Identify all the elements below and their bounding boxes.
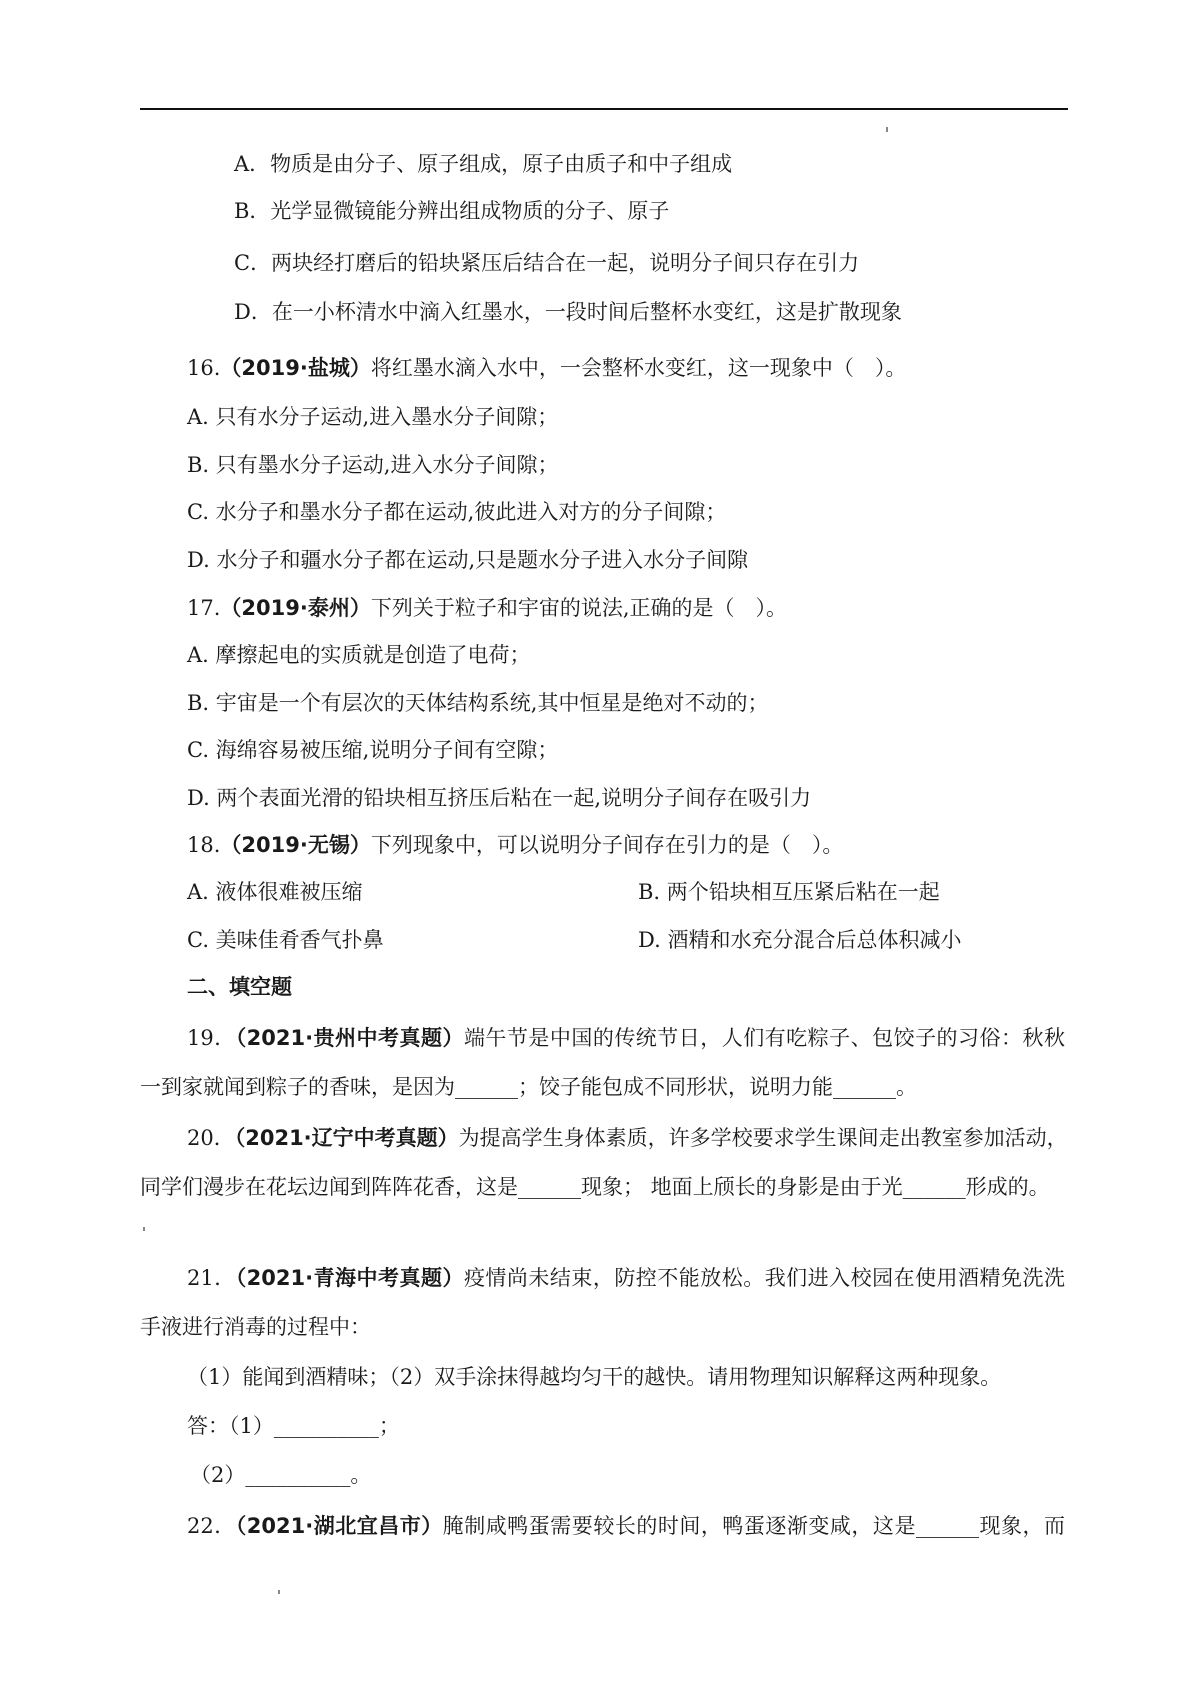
q15-option-d: D．在一小杯清水中滴入红墨水，一段时间后整杯水变红，这是扩散现象: [234, 300, 902, 324]
section-heading: 二、填空题: [187, 975, 292, 999]
q16-option-b: B. 只有墨水分子运动,进入水分子间隙；: [187, 453, 559, 477]
scan-speck: [278, 1590, 280, 1594]
q16-option-a: A. 只有水分子运动,进入墨水分子间隙；: [187, 405, 559, 429]
q17-stem: [187, 594, 787, 622]
question-source: （2019·盐城）: [220, 356, 371, 380]
question-number: 21．: [187, 1266, 236, 1290]
question-source: （2021·贵州中考真题）: [235, 1026, 464, 1050]
q16-stem: [187, 354, 906, 382]
q17-option-d: D. 两个表面光滑的铅块相互挤压后粘在一起,说明分子间存在吸引力: [187, 786, 812, 810]
q15-option-b: B．光学显微镜能分辨出组成物质的分子、原子: [234, 199, 670, 223]
scan-speck: [886, 127, 888, 132]
question-text: 端午节是中国的传统节日，人们有吃粽子、包饺子的习俗：秋秋: [463, 1026, 1065, 1050]
question-text: 疫情尚未结束，防控不能放松。我们进入校园在使用酒精免洗洗: [463, 1266, 1065, 1290]
question-source: （2021·湖北宜昌市）: [235, 1514, 443, 1538]
q20-line-1: [187, 1124, 1068, 1152]
q15-option-a: A．物质是由分子、原子组成，原子由质子和中子组成: [234, 152, 733, 176]
q18-stem: [187, 831, 843, 859]
q21-line-2: 手液进行消毒的过程中：: [140, 1315, 371, 1339]
q22-line-1: [187, 1512, 1065, 1540]
q18-option-c: C. 美味佳肴香气扑鼻: [187, 928, 384, 952]
q19-line-1: [187, 1024, 1065, 1052]
q18-option-d: D. 酒精和水充分混合后总体积减小: [638, 928, 962, 952]
q18-option-a: A. 液体很难被压缩: [187, 880, 363, 904]
question-text: 将红墨水滴入水中，一会整杯水变红，这一现象中（ ）。: [370, 356, 907, 380]
question-number: 22．: [187, 1514, 236, 1538]
question-source: （2021·青海中考真题）: [235, 1266, 464, 1290]
q16-option-c: C. 水分子和墨水分子都在运动,彼此进入对方的分子间隙；: [187, 500, 727, 524]
question-number: 17.: [187, 596, 221, 620]
question-number: 18.: [187, 833, 221, 857]
q21-line-1: [187, 1264, 1065, 1292]
q17-option-a: A. 摩擦起电的实质就是创造了电荷；: [187, 643, 531, 667]
question-number: 19．: [187, 1026, 236, 1050]
question-text: 为提高学生身体素质，许多学校要求学生课间走出教室参加活动，: [458, 1126, 1068, 1150]
q21-line-3: （1）能闻到酒精味；（2）双手涂抹得越均匀干的越快。请用物理知识解释这两种现象。: [187, 1365, 1002, 1389]
question-text: 下列关于粒子和宇宙的说法,正确的是（ ）。: [370, 596, 788, 620]
q19-line-2: 一到家就闻到粽子的香味，是因为______；饺子能包成不同形状，说明力能______。: [140, 1075, 917, 1099]
question-number: 16.: [187, 356, 221, 380]
question-number: 20．: [187, 1126, 235, 1150]
q17-option-c: C. 海绵容易被压缩,说明分子间有空隙；: [187, 738, 559, 762]
q15-option-c: C．两块经打磨后的铅块紧压后结合在一起，说明分子间只存在引力: [234, 251, 860, 275]
q21-answer-1: 答：（1）__________；: [187, 1414, 400, 1438]
scan-speck: [143, 1227, 145, 1231]
question-source: （2019·泰州）: [220, 596, 371, 620]
question-text: 下列现象中，可以说明分子间存在引力的是（ ）。: [370, 833, 844, 857]
q17-option-b: B. 宇宙是一个有层次的天体结构系统,其中恒星是绝对不动的；: [187, 691, 769, 715]
q20-line-2: 同学们漫步在花坛边闻到阵阵花香，这是______现象； 地面上颀长的身影是由于光______形成的。: [140, 1175, 1050, 1199]
question-source: （2021·辽宁中考真题）: [234, 1126, 459, 1150]
header-rule: [140, 108, 1068, 110]
q21-answer-2: （2）__________。: [190, 1463, 372, 1487]
question-source: （2019·无锡）: [220, 833, 371, 857]
question-text: 腌制咸鸭蛋需要较长的时间，鸭蛋逐渐变咸，这是______现象，而: [442, 1514, 1065, 1538]
q18-option-b: B. 两个铅块相互压紧后粘在一起: [638, 880, 940, 904]
q16-option-d: D. 水分子和疆水分子都在运动,只是题水分子进入水分子间隙: [187, 548, 749, 572]
